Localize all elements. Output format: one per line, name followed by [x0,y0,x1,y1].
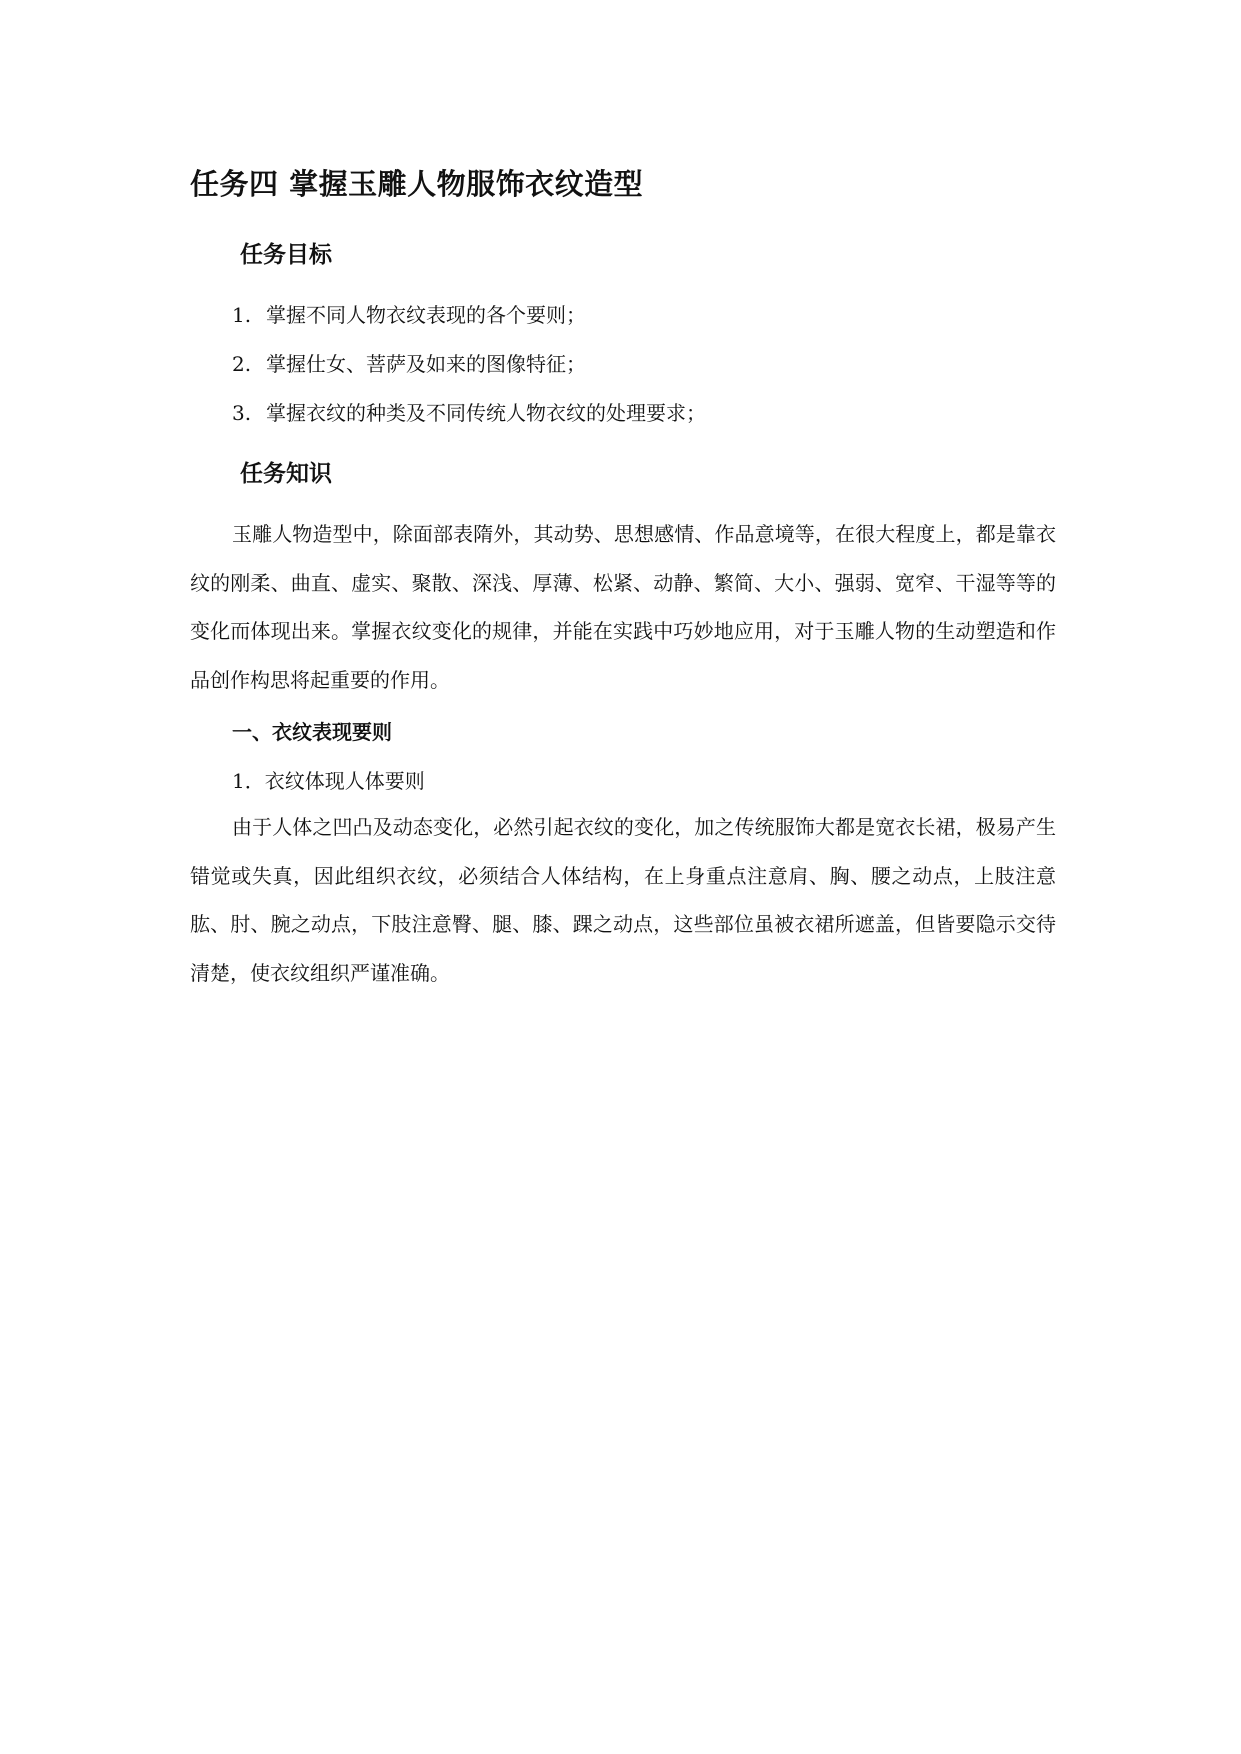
section-one-heading: 一、衣纹表现要则 [232,720,392,744]
goal-number: 2. [232,352,252,376]
document-title: 任务四 掌握玉雕人物服饰衣纹造型 [190,167,644,201]
goal-text: 掌握仕女、菩萨及如来的图像特征； [266,352,586,376]
goal-text: 掌握衣纹的种类及不同传统人物衣纹的处理要求； [266,401,706,425]
subsection-one-heading: 1．衣纹体现人体要则 [232,769,425,793]
goal-number: 1. [232,303,252,327]
subsection-one-paragraph: 由于人体之凹凸及动态变化，必然引起衣纹的变化，加之传统服饰大都是宽衣长裙，极易产生错觉或失真，因此组织衣纹，必须结合人体结构，在上身重点注意肩、胸、腰之动点，上肢注意肱、肘、腕之动点，下肢注意臀、腿、膝、踝之动点，这些部位虽被衣裙所遮盖，但皆要隐示交待清楚，使衣纹组织严谨准确。 [190,815,1056,985]
intro-paragraph: 玉雕人物造型中，除面部表隋外，其动势、思想感情、作品意境等，在很大程度上，都是靠衣纹的刚柔、曲直、虚实、聚散、深浅、厚薄、松紧、动静、繁简、大小、强弱、宽窄、干湿等等的变化而体现出来。掌握衣纹变化的规律，并能在实践中巧妙地应用，对于玉雕人物的生动塑造和作品创作构思将起重要的作用。 [190,522,1056,692]
goal-item [232,397,706,426]
goals-heading: 任务目标 [240,242,332,268]
goal-text: 掌握不同人物衣纹表现的各个要则； [266,303,586,327]
knowledge-heading: 任务知识 [240,461,332,487]
goal-number: 3. [232,401,252,425]
goal-item [232,299,586,328]
goal-item [232,348,586,377]
